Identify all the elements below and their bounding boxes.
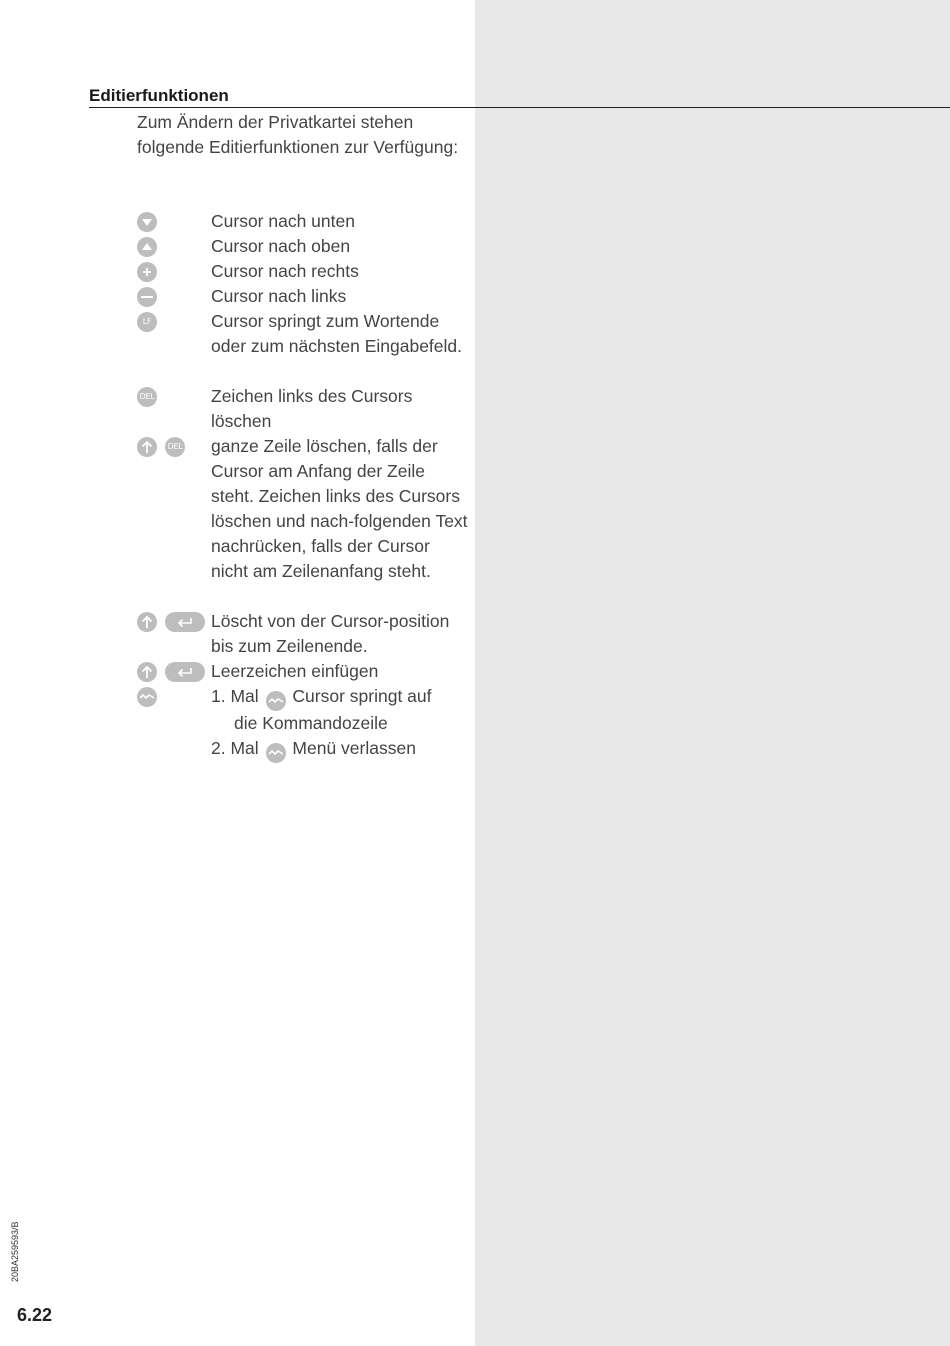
item-text: Cursor nach unten bbox=[211, 211, 355, 231]
enter-key-icon bbox=[165, 662, 205, 682]
step-1 bbox=[211, 686, 432, 706]
heading-rule bbox=[89, 107, 950, 108]
cursor-up-key-icon bbox=[137, 237, 157, 257]
plus-key-icon bbox=[137, 262, 157, 282]
item-text: Zeichen links des Cursors löschen bbox=[211, 386, 413, 431]
minus-key-icon bbox=[137, 287, 157, 307]
item-text: Cursor nach oben bbox=[211, 236, 351, 256]
shift-key-icon bbox=[137, 437, 157, 457]
item-text: Cursor nach links bbox=[211, 286, 347, 306]
step-1-text: Cursor springt auf bbox=[292, 686, 432, 706]
document-code: 20BA259593/B bbox=[10, 1221, 20, 1282]
shift-key-icon bbox=[137, 612, 157, 632]
step-2-prefix: 2. Mal bbox=[211, 738, 259, 758]
exit-key-icon bbox=[266, 743, 286, 763]
item-text: Cursor nach rechts bbox=[211, 261, 359, 281]
cursor-down-key-icon bbox=[137, 212, 157, 232]
item-text: Cursor springt zum Wortende oder zum nächsten Eingabefeld. bbox=[211, 311, 462, 356]
item-text: ganze Zeile löschen, falls der Cursor am Anfang der Zeile steht. Zeichen links des Cursors löschen und nach-folgenden Text nachrücken, falls der Cursor nicht am Zeilenanfang steht. bbox=[211, 436, 468, 581]
step-1-prefix: 1. Mal bbox=[211, 686, 259, 706]
intro-paragraph: Zum Ändern der Privatkartei stehen folgende Editierfunktionen zur Verfügung: bbox=[137, 112, 459, 157]
exit-steps bbox=[211, 684, 471, 763]
enter-key-icon bbox=[165, 612, 205, 632]
step-2-text: Menü verlassen bbox=[292, 738, 416, 758]
page-number: 6.22 bbox=[17, 1305, 53, 1325]
grey-right-panel bbox=[475, 0, 950, 1346]
section-heading: Editierfunktionen bbox=[89, 86, 229, 105]
exit-key-icon bbox=[266, 691, 286, 711]
step-2 bbox=[211, 736, 471, 763]
del-key-icon: DEL bbox=[165, 437, 185, 457]
shift-key-icon bbox=[137, 662, 157, 682]
step-1-continuation: die Kommandozeile bbox=[234, 713, 388, 733]
lf-key-icon: LF bbox=[137, 312, 157, 332]
del-key-icon: DEL bbox=[137, 387, 157, 407]
exit-key-icon bbox=[137, 687, 157, 707]
item-text: Löscht von der Cursor-position bis zum Zeilenende. bbox=[211, 611, 450, 656]
item-text: Leerzeichen einfügen bbox=[211, 661, 379, 681]
